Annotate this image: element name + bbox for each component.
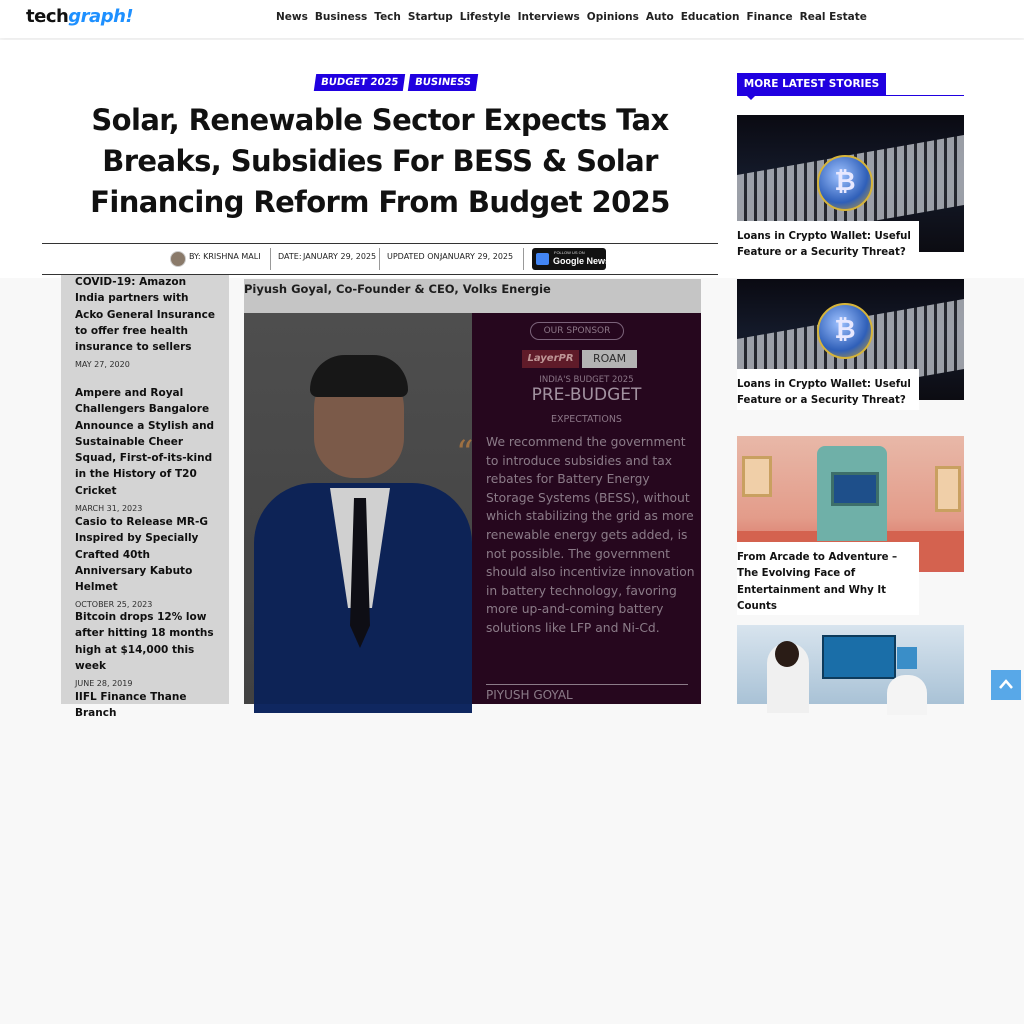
nav-lifestyle[interactable]: Lifestyle	[459, 11, 511, 23]
nav-real-estate[interactable]: Real Estate	[799, 11, 867, 23]
story-title[interactable]: Loans in Crypto Wallet: Useful Feature or a Security Threat?	[737, 379, 911, 407]
roam-logo: ROAM	[582, 350, 637, 368]
updated-date: JANUARY 29, 2025	[440, 252, 514, 261]
picture-frame-shape	[935, 466, 961, 512]
sidebar-item-title[interactable]: COVID-19: Amazon India partners with Acko General Insurance to offer free health insurance to sellers	[75, 276, 215, 354]
monitor-shape	[822, 635, 896, 679]
budget-title: PRE-BUDGET	[531, 385, 642, 405]
main-nav	[276, 11, 867, 23]
budget-expectations: EXPECTATIONS	[551, 414, 622, 425]
scientist-head-shape	[775, 641, 799, 667]
gnews-label: Google News	[553, 256, 611, 266]
bitcoin-icon: ₿	[817, 155, 873, 211]
sidebar-item-date: JUNE 28, 2019	[75, 679, 133, 689]
nav-tech[interactable]: Tech	[374, 11, 401, 23]
arcade-machine-icon	[817, 446, 887, 541]
date-label: DATE:	[278, 252, 302, 261]
image-caption: Piyush Goyal, Co-Founder & CEO, Volks Energie	[244, 282, 551, 296]
story-title[interactable]: Loans in Crypto Wallet: Useful Feature or a Security Threat?	[737, 231, 911, 259]
logo-text-graph: graph!	[68, 6, 134, 27]
story-title[interactable]: From Arcade to Adventure – The Evolving Face of Entertainment and Why It Counts	[737, 552, 898, 612]
heading-pointer	[746, 95, 756, 100]
nav-auto[interactable]: Auto	[645, 11, 674, 23]
sidebar-item-title[interactable]: Ampere and Royal Challengers Bangalore Announce a Stylish and Sustainable Cheer Squad, First-of-its-kind in the History of T20 Cricket	[75, 387, 215, 497]
top-navbar	[0, 0, 1024, 38]
heading-underline	[737, 95, 964, 96]
overlay-article	[244, 279, 701, 704]
sidebar-item-title[interactable]: IIFL Finance Thane Branch	[75, 691, 187, 720]
sidebar-item-date: MARCH 31, 2023	[75, 504, 143, 514]
quote-signature: PIYUSH GOYAL	[486, 688, 573, 702]
tag-business[interactable]: BUSINESS	[408, 74, 478, 91]
tag-budget-2025[interactable]: BUDGET 2025	[314, 74, 406, 91]
scroll-to-top-button[interactable]	[991, 670, 1021, 700]
story-card[interactable]	[737, 625, 964, 704]
story-title-box	[737, 542, 919, 615]
sidebar-item-title[interactable]: Casio to Release MR-G Inspired by Specially Crafted 40th Anniversary Kabuto Helmet	[75, 516, 208, 594]
publish-date: JANUARY 29, 2025	[303, 252, 377, 261]
nav-news[interactable]: News	[276, 11, 308, 23]
article-headline	[60, 100, 700, 223]
updated-label: UPDATED ON:	[387, 252, 443, 261]
headline-line-1: Solar, Renewable Sector Expects Tax	[91, 103, 669, 137]
picture-frame-shape	[742, 456, 772, 497]
story-title-box	[737, 221, 919, 262]
nav-business[interactable]: Business	[314, 11, 368, 23]
sidebar-item-date: OCTOBER 25, 2023	[75, 600, 153, 610]
latest-stories-heading: MORE LATEST STORIES	[737, 73, 886, 95]
google-news-icon	[536, 253, 549, 265]
nav-finance[interactable]: Finance	[746, 11, 793, 23]
nav-startup[interactable]: Startup	[407, 11, 453, 23]
layerpr-logo: LayerPR	[522, 350, 579, 368]
headline-line-3: Financing Reform From Budget 2025	[90, 185, 670, 219]
article-meta-bar	[42, 243, 718, 275]
overlay-left	[61, 274, 229, 704]
quote-text: We recommend the government to introduce subsidies and tax rebates for Battery Energy Storage Systems (BESS), without which stabilizing the grid as more renewable energy gets added, is not possible. The government should also incentivize innovation in battery technology, favoring more up-and-coming battery solutions like LFP and Ni-Cd.	[486, 435, 695, 635]
chevron-up-icon	[998, 678, 1014, 690]
sidebar-item-title[interactable]: Bitcoin drops 12% low after hitting 18 months high at $14,000 this week	[75, 611, 214, 672]
budget-subtitle: INDIA'S BUDGET 2025	[539, 375, 634, 385]
author-avatar[interactable]	[170, 251, 186, 267]
headline-line-2: Breaks, Subsidies For BESS & Solar	[102, 144, 658, 178]
nav-opinions[interactable]: Opinions	[586, 11, 639, 23]
scientist-shape	[887, 675, 927, 715]
meta-divider	[379, 248, 380, 270]
monitor-shape	[897, 647, 917, 669]
meta-divider	[523, 248, 524, 270]
author-byline[interactable]: BY: KRISHNA MALI	[189, 252, 261, 261]
gnews-follow-label: FOLLOW US ON	[554, 250, 585, 255]
story-card[interactable]	[737, 436, 964, 612]
arcade-screen	[831, 472, 879, 506]
story-card[interactable]	[737, 115, 964, 270]
story-card[interactable]	[737, 279, 964, 419]
category-tags	[315, 74, 477, 91]
story-title-box	[737, 369, 919, 410]
meta-divider	[270, 248, 271, 270]
site-logo[interactable]	[26, 6, 133, 27]
quote-icon: “	[456, 433, 474, 473]
google-news-button[interactable]	[532, 248, 611, 270]
nav-education[interactable]: Education	[680, 11, 740, 23]
sidebar-item-date: MAY 27, 2020	[75, 360, 130, 370]
story-thumbnail[interactable]	[737, 625, 964, 704]
sponsor-label: OUR SPONSOR	[530, 322, 624, 340]
logo-text-tech: tech	[26, 6, 69, 27]
nav-interviews[interactable]: Interviews	[517, 11, 580, 23]
bitcoin-icon: ₿	[817, 303, 873, 359]
